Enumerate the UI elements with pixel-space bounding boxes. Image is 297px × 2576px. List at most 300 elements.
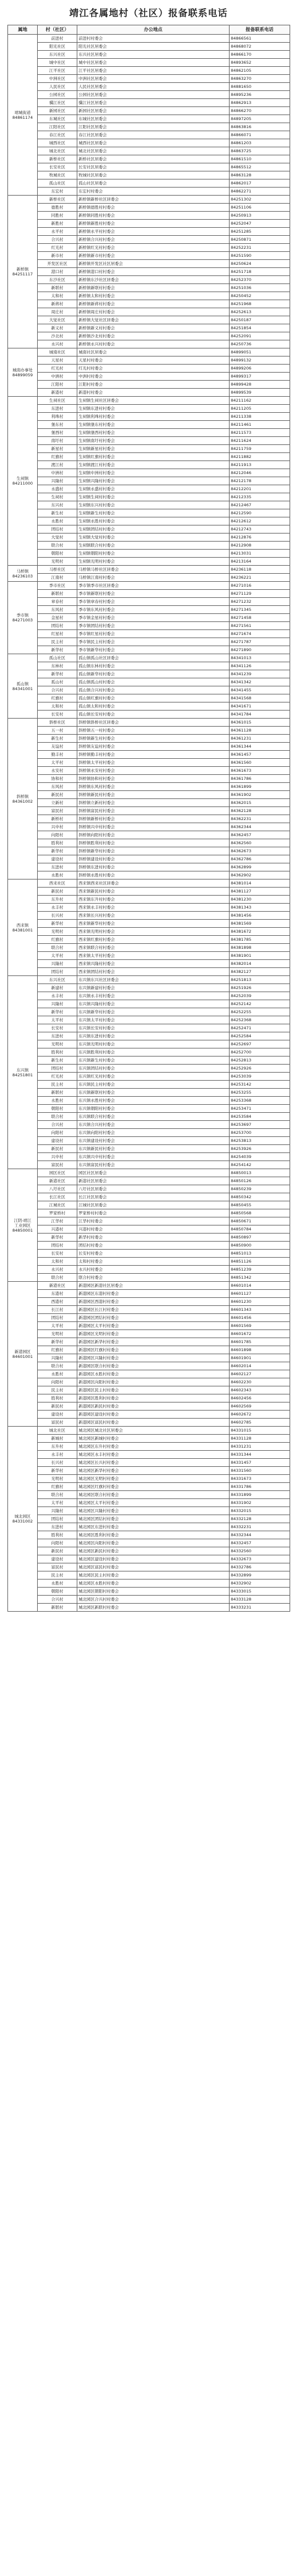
phone-cell: 84253697: [230, 1121, 290, 1129]
phone-cell: 84362899: [230, 863, 290, 871]
table-row: [8, 896, 290, 904]
district-cell: 江阴-靖江 工业园区 84850001: [8, 1169, 38, 1282]
phone-cell: 84252813: [230, 1057, 290, 1065]
village-cell: 金星村: [38, 614, 77, 622]
table-row: [8, 284, 290, 292]
office-cell: 江阳村村委会: [77, 381, 230, 389]
office-cell: 园区社区居委会: [77, 1169, 230, 1177]
village-cell: 朝阳村: [38, 550, 77, 558]
table-row: [8, 662, 290, 670]
table-row: [8, 373, 290, 381]
office-cell: 生祠镇生祠村村委会: [77, 493, 230, 501]
village-cell: 骥江社区: [38, 99, 77, 107]
office-cell: 斜桥镇新民村村委会: [77, 791, 230, 799]
table-row: [8, 1081, 290, 1089]
office-cell: 城北园区新华村村委会: [77, 1467, 230, 1475]
office-cell: 新桥镇合兴村村委会: [77, 236, 230, 244]
village-cell: 胜利村: [38, 1531, 77, 1539]
office-cell: 城北园区民主村村委会: [77, 1571, 230, 1580]
table-row: [8, 1483, 290, 1491]
phone-cell: 84361902: [230, 791, 290, 799]
phone-cell: 84601901: [230, 1354, 290, 1362]
phone-cell: 84251302: [230, 196, 290, 204]
office-cell: 城北园区东进村村委会: [77, 1523, 230, 1531]
village-cell: 新华村: [38, 646, 77, 654]
phone-cell: 84251926: [230, 984, 290, 992]
phone-cell: 84252584: [230, 1032, 290, 1040]
district-cell: 孤山镇 84341001: [8, 654, 38, 719]
office-cell: 生祠镇中洲村村委会: [77, 469, 230, 477]
phone-cell: 84211882: [230, 453, 290, 461]
village-cell: 新民村: [38, 1547, 77, 1555]
village-cell: 太平村: [38, 952, 77, 960]
office-cell: 生祠镇兴隆村村委会: [77, 477, 230, 485]
village-cell: 建设村: [38, 1137, 77, 1145]
table-row: [8, 831, 290, 839]
office-cell: 斜桥镇友谊村村委会: [77, 743, 230, 751]
table-row: [8, 702, 290, 711]
district-cell: 靖城街道 84861174: [8, 35, 38, 196]
village-cell: 太平村: [38, 759, 77, 767]
office-cell: 西来镇西来社区居委会: [77, 880, 230, 888]
office-cell: 东兴镇兴中村村委会: [77, 1153, 230, 1161]
office-cell: 兴港村村委会: [77, 1225, 230, 1234]
table-row: [8, 1427, 290, 1435]
phone-cell: 84212908: [230, 542, 290, 550]
phone-cell: 84601672: [230, 1330, 290, 1338]
village-cell: 建设村: [38, 1555, 77, 1563]
village-cell: 开发区社区: [38, 260, 77, 268]
phone-cell: 84863725: [230, 147, 290, 155]
phone-cell: 84211162: [230, 397, 290, 405]
office-cell: 斜桥镇立新村村委会: [77, 799, 230, 807]
village-cell: 东兴社区: [38, 976, 77, 984]
office-cell: 新桥镇沙北村村委会: [77, 332, 230, 340]
table-row: [8, 75, 290, 83]
table-row: [8, 83, 290, 91]
table-row: [8, 582, 290, 590]
table-row: [8, 437, 290, 445]
table-row: [8, 823, 290, 831]
office-cell: 东兴镇朝阳村村委会: [77, 1105, 230, 1113]
table-row: [8, 558, 290, 566]
table-row: [8, 775, 290, 783]
village-cell: 永胜村: [38, 871, 77, 880]
phone-cell: 84211913: [230, 461, 290, 469]
office-cell: 新桥镇新联村村委会: [77, 284, 230, 292]
table-row: [8, 155, 290, 163]
office-cell: 东兴镇新华村村委会: [77, 1008, 230, 1016]
table-row: [8, 711, 290, 719]
table-body: [8, 35, 290, 1612]
header-office: 办公地点: [77, 25, 230, 35]
table-row: [8, 1580, 290, 1588]
office-cell: 新港园区兴隆村村委会: [77, 1354, 230, 1362]
village-cell: 新桥社区: [38, 155, 77, 163]
phone-cell: 84601343: [230, 1306, 290, 1314]
village-cell: 长兴村: [38, 1459, 77, 1467]
village-cell: 合兴村: [38, 686, 77, 694]
village-cell: 牧城社区: [38, 171, 77, 179]
table-row: [8, 968, 290, 976]
table-row: [8, 1386, 290, 1394]
office-cell: 马桥镇江南村村委会: [77, 574, 230, 582]
office-cell: 新港园区建设村村委会: [77, 1411, 230, 1419]
office-cell: 东宏村村委会: [77, 188, 230, 196]
office-cell: 城北园区新民村村委会: [77, 1547, 230, 1555]
table-row: [8, 1242, 290, 1250]
table-row: [8, 871, 290, 880]
village-cell: 兴隆村: [38, 477, 77, 485]
phone-cell: 84251813: [230, 976, 290, 984]
phone-cell: 84850671: [230, 1217, 290, 1225]
table-row: [8, 847, 290, 855]
table-row: [8, 324, 290, 332]
phone-cell: 84253142: [230, 1081, 290, 1089]
table-row: [8, 1499, 290, 1507]
table-row: [8, 944, 290, 952]
village-cell: 联合村: [38, 1274, 77, 1282]
phone-cell: 84271232: [230, 598, 290, 606]
phone-cell: 84361560: [230, 759, 290, 767]
office-cell: 斜桥镇新华村村委会: [77, 847, 230, 855]
village-cell: 兴隆村: [38, 1000, 77, 1008]
phone-cell: 84850897: [230, 1234, 290, 1242]
office-cell: 城北园区新联村村委会: [77, 1604, 230, 1612]
phone-cell: 84332344: [230, 1531, 290, 1539]
office-cell: 城北园区红旗村村委会: [77, 1483, 230, 1491]
phone-cell: 84254039: [230, 1153, 290, 1161]
phone-cell: 84253926: [230, 1145, 290, 1153]
phone-cell: 84362786: [230, 855, 290, 863]
phone-cell: 84862017: [230, 179, 290, 188]
table-row: [8, 566, 290, 574]
phone-cell: 84602456: [230, 1394, 290, 1403]
table-row: [8, 855, 290, 863]
phone-cell: 84361457: [230, 751, 290, 759]
village-cell: 东城社区: [38, 115, 77, 123]
phone-cell: 84381014: [230, 880, 290, 888]
office-cell: 新港园区太平村村委会: [77, 1322, 230, 1330]
table-row: [8, 405, 290, 413]
phone-cell: 84865512: [230, 163, 290, 171]
phone-cell: 84381785: [230, 936, 290, 944]
table-row: [8, 1338, 290, 1346]
table-row: [8, 863, 290, 871]
table-row: [8, 1258, 290, 1266]
phone-cell: 84381672: [230, 928, 290, 936]
table-row: [8, 1000, 290, 1008]
village-cell: 生祠村: [38, 493, 77, 501]
office-cell: 新港园区新华村村委会: [77, 1338, 230, 1346]
village-cell: 孤山社区: [38, 179, 77, 188]
phone-cell: 84211205: [230, 405, 290, 413]
table-row: [8, 501, 290, 509]
village-cell: 永盛村: [38, 485, 77, 493]
village-cell: 红旗村: [38, 936, 77, 944]
table-row: [8, 719, 290, 727]
table-row: [8, 1378, 290, 1386]
table-row: [8, 791, 290, 799]
table-row: [8, 389, 290, 397]
office-cell: 春江社区居委会: [77, 131, 230, 139]
table-row: [8, 300, 290, 308]
village-cell: 新华村: [38, 920, 77, 928]
office-cell: 季市镇新华村村委会: [77, 646, 230, 654]
table-row: [8, 1065, 290, 1073]
table-row: [8, 751, 290, 759]
phone-cell: 84362344: [230, 823, 290, 831]
phone-cell: 84381569: [230, 920, 290, 928]
office-cell: 生祠镇南圩村村委会: [77, 437, 230, 445]
phone-cell: 84252370: [230, 276, 290, 284]
phone-cell: 84897205: [230, 115, 290, 123]
phone-cell: 84602014: [230, 1362, 290, 1370]
phone-cell: 84252700: [230, 1048, 290, 1057]
table-row: [8, 1539, 290, 1547]
phone-cell: 84212590: [230, 509, 290, 517]
phone-cell: 84332673: [230, 1555, 290, 1563]
office-cell: 新园社区居委会: [77, 107, 230, 115]
district-cell: 季市镇 84271003: [8, 582, 38, 654]
phone-cell: 84251718: [230, 268, 290, 276]
office-cell: 斜桥镇太平村村委会: [77, 759, 230, 767]
table-row: [8, 477, 290, 485]
village-cell: 永丰村: [38, 992, 77, 1000]
district-cell: 东兴镇 84251801: [8, 976, 38, 1169]
table-row: [8, 365, 290, 373]
table-row: [8, 1234, 290, 1242]
office-cell: 季市镇金星村村委会: [77, 614, 230, 622]
village-cell: 合兴村: [38, 236, 77, 244]
table-row: [8, 1250, 290, 1258]
office-cell: 斜桥镇东风村村委会: [77, 783, 230, 791]
table-row: [8, 888, 290, 896]
phone-cell: 84850342: [230, 1193, 290, 1201]
village-cell: 永胜村: [38, 1580, 77, 1588]
table-row: [8, 493, 290, 501]
office-cell: 生祠镇大觉村村委会: [77, 534, 230, 542]
office-cell: 江阳社区居委会: [77, 123, 230, 131]
village-cell: 新华村: [38, 1338, 77, 1346]
table-row: [8, 147, 290, 155]
phone-cell: 84361015: [230, 719, 290, 727]
village-cell: 中洲社区: [38, 75, 77, 83]
office-cell: 新桥镇大觉社区居委会: [77, 316, 230, 324]
village-cell: 新义村: [38, 324, 77, 332]
phone-cell: 84361899: [230, 783, 290, 791]
phone-cell: 84851013: [230, 1250, 290, 1258]
village-cell: 联合村: [38, 944, 77, 952]
village-cell: 联合村: [38, 1362, 77, 1370]
phone-cell: 84271674: [230, 630, 290, 638]
table-row: [8, 1057, 290, 1065]
village-cell: 新民村: [38, 1403, 77, 1411]
village-cell: 东兴社区: [38, 51, 77, 59]
table-row: [8, 815, 290, 823]
office-cell: 西来镇兴隆村村委会: [77, 960, 230, 968]
office-cell: 斜桥镇东进村村委会: [77, 863, 230, 871]
phone-cell: 84236221: [230, 574, 290, 582]
phone-cell: 84253700: [230, 1129, 290, 1137]
office-cell: 季市镇团结村村委会: [77, 622, 230, 630]
table-row: [8, 163, 290, 171]
village-cell: 同胜村: [38, 212, 77, 220]
office-cell: 新桥镇周庄村村委会: [77, 308, 230, 316]
village-cell: 东沙社区: [38, 276, 77, 284]
village-cell: 新华村: [38, 1467, 77, 1475]
table-row: [8, 348, 290, 357]
table-row: [8, 992, 290, 1000]
table-row: [8, 35, 290, 43]
office-cell: 东兴镇新民村村委会: [77, 1145, 230, 1153]
village-cell: 新联村: [38, 284, 77, 292]
office-cell: 生祠镇渡江村村委会: [77, 461, 230, 469]
phone-cell: 84252697: [230, 1040, 290, 1048]
office-cell: 季市镇民主村村委会: [77, 638, 230, 646]
phone-cell: 84213031: [230, 550, 290, 558]
office-cell: 马桥镇马桥社区居委会: [77, 566, 230, 574]
phone-cell: 84382014: [230, 960, 290, 968]
village-cell: 新联村: [38, 590, 77, 598]
table-row: [8, 1209, 290, 1217]
village-cell: 合兴村: [38, 1121, 77, 1129]
village-cell: 江南村: [38, 574, 77, 582]
office-cell: 八圩社区居委会: [77, 1185, 230, 1193]
phone-cell: 84362560: [230, 839, 290, 847]
table-row: [8, 1169, 290, 1177]
page-title: 靖江各属地村（社区）报备联系电话: [69, 7, 228, 19]
village-cell: 新园社区: [38, 107, 77, 115]
table-row: [8, 469, 290, 477]
phone-cell: 84381127: [230, 888, 290, 896]
village-cell: 新城村: [38, 1435, 77, 1443]
village-cell: 新胜村: [38, 220, 77, 228]
village-cell: 季市社区: [38, 582, 77, 590]
phone-cell: 84850455: [230, 1201, 290, 1209]
table-row: [8, 1097, 290, 1105]
table-row: [8, 332, 290, 340]
phone-cell: 84862913: [230, 99, 290, 107]
table-row: [8, 1588, 290, 1596]
phone-cell: 84362231: [230, 815, 290, 823]
table-row: [8, 1604, 290, 1612]
table-row: [8, 1531, 290, 1539]
office-cell: 新港园区联合村村委会: [77, 1362, 230, 1370]
phone-cell: 84251106: [230, 204, 290, 212]
office-cell: 西来镇团结村村委会: [77, 968, 230, 976]
table-row: [8, 1185, 290, 1193]
village-cell: 太平村: [38, 1016, 77, 1024]
table-row: [8, 1290, 290, 1298]
office-cell: 季市镇红星村村委会: [77, 630, 230, 638]
village-cell: 马桥社区: [38, 566, 77, 574]
village-cell: 东升村: [38, 1443, 77, 1451]
office-cell: 季市镇季市社区居委会: [77, 582, 230, 590]
office-cell: 孤山镇新华村村委会: [77, 670, 230, 678]
phone-cell: 84382127: [230, 968, 290, 976]
table-row: [8, 413, 290, 421]
phone-cell: 84341342: [230, 678, 290, 686]
office-cell: 东兴镇东进村村委会: [77, 1032, 230, 1040]
office-cell: 城北园区城北社区居委会: [77, 1427, 230, 1435]
village-cell: 建设村: [38, 1411, 77, 1419]
office-cell: 季市镇东风村村委会: [77, 606, 230, 614]
phone-cell: 84331902: [230, 1499, 290, 1507]
table-row: [8, 920, 290, 928]
office-cell: 生祠镇新星村村委会: [77, 445, 230, 453]
office-cell: 季市镇章春村村委会: [77, 598, 230, 606]
office-cell: 新港园区永胜村村委会: [77, 1370, 230, 1378]
table-row: [8, 646, 290, 654]
village-cell: 城南社区: [38, 348, 77, 357]
table-row: [8, 1113, 290, 1121]
phone-cell: 84251968: [230, 300, 290, 308]
village-cell: 红旗村: [38, 1346, 77, 1354]
village-cell: 联合村: [38, 1113, 77, 1121]
village-cell: 江城社区: [38, 1201, 77, 1209]
phone-cell: 84601898: [230, 1346, 290, 1354]
village-cell: 渡江村: [38, 461, 77, 469]
table-row: [8, 1411, 290, 1419]
office-cell: 生祠镇利珠村村委会: [77, 413, 230, 421]
office-cell: 生祠镇生祠社区居委会: [77, 397, 230, 405]
table-row: [8, 743, 290, 751]
phone-cell: 84252231: [230, 244, 290, 252]
village-cell: 团结村: [38, 525, 77, 534]
village-cell: 永安村: [38, 767, 77, 775]
phone-cell: 84212743: [230, 525, 290, 534]
phone-cell: 84253039: [230, 1073, 290, 1081]
table-row: [8, 1298, 290, 1306]
village-cell: 联合村: [38, 542, 77, 550]
office-cell: 生祠镇永盛村村委会: [77, 485, 230, 493]
table-row: [8, 1523, 290, 1531]
table-row: [8, 43, 290, 51]
table-row: [8, 212, 290, 220]
table-row: [8, 1024, 290, 1032]
office-cell: 东兴镇长安村村委会: [77, 1024, 230, 1032]
table-row: [8, 1322, 290, 1330]
table-row: [8, 445, 290, 453]
office-cell: 西来镇联合村村委会: [77, 944, 230, 952]
table-row: [8, 614, 290, 622]
village-cell: 光明村: [38, 1475, 77, 1483]
village-cell: 东升村: [38, 896, 77, 904]
office-cell: 城北园区朝阳村村委会: [77, 1588, 230, 1596]
office-cell: 城北园区富民村村委会: [77, 1563, 230, 1571]
village-cell: 太和村: [38, 702, 77, 711]
phone-cell: 84212876: [230, 534, 290, 542]
office-cell: 新桥镇太和村村委会: [77, 292, 230, 300]
office-cell: 牧城社区居委会: [77, 171, 230, 179]
office-cell: 城南社区居委会: [77, 348, 230, 357]
table-row: [8, 179, 290, 188]
village-cell: 太和村: [38, 1258, 77, 1266]
office-cell: 生祠镇光明村村委会: [77, 558, 230, 566]
village-cell: 东风村: [38, 606, 77, 614]
table-row: [8, 316, 290, 324]
village-cell: 孤山社区: [38, 654, 77, 662]
office-cell: 江华村村委会: [77, 1217, 230, 1225]
office-cell: 城北园区永丰村村委会: [77, 1451, 230, 1459]
office-cell: 新桥镇新蒋村村委会: [77, 300, 230, 308]
table-row: [8, 421, 290, 429]
office-cell: 东兴镇富民村村委会: [77, 1161, 230, 1169]
table-row: [8, 204, 290, 212]
village-cell: 长江村: [38, 1306, 77, 1314]
table-row: [8, 598, 290, 606]
